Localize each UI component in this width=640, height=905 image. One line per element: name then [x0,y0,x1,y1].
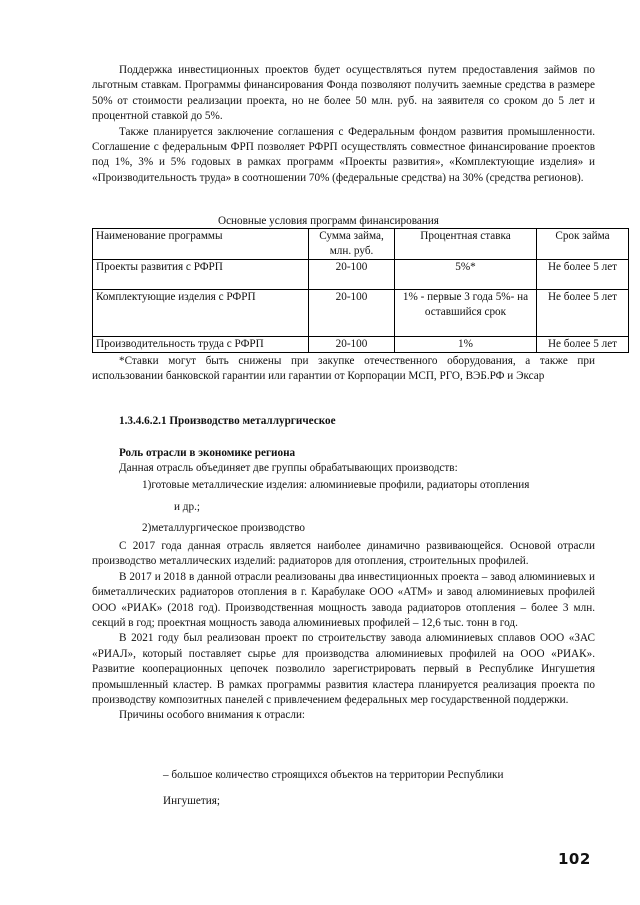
body-paragraph-4: В 2017 и 2018 в данной отрасли реализованы два инвестиционных проекта – завод алюминиевых и биметаллических радиаторов отопления в г. Карабулаке ООО «АТМ» и завод алюминиевых профилей ООО «РИАК» (2018 год). Производственная мощность завода радиаторов отопления – более 3 млн. секций в год; проектная мощность завода алюминиевых профилей – 12,6 тыс. тонн в год. [92,570,595,630]
body-block [92,539,595,724]
list-number: 2) [142,522,152,534]
table-row [93,290,629,337]
table-header-cell: Наименование программы [93,229,309,260]
table-row [93,260,629,290]
intro-paragraph-2: Также планируется заключение соглашения с Федеральным фондом развития промышленности. Соглашение с федеральным ФРП позволяет РФРП осуществлять совместное финансирование проектов под 1%, 3% и 5% годовых в рамках программ «Проекты развития», «Комплектующие изделия» и «Производительность труда» в соотношении 70% (федеральные средства) на 30% (средства регионов). [92,125,595,184]
table-cell: 5%* [395,260,537,290]
dash-list-item: – большое количество строящихся объектов на территории Республики [163,769,504,781]
page-number: 102 [558,850,591,868]
table-cell: 20-100 [309,260,395,290]
table-footnote-block [92,354,595,385]
table-header-cell: Срок займа [537,229,629,260]
table-cell: Производительность труда с РФРП [93,337,309,353]
list-item [142,521,305,536]
list-text: металлургическое производство [151,522,305,534]
table-cell: 1% - первые 3 года 5%- на оставшийся срок [395,290,537,337]
table-cell: Проекты развития с РФРП [93,260,309,290]
table-cell: Не более 5 лет [537,260,629,290]
table-header-cell: Процентная ставка [395,229,537,260]
financing-table [92,228,629,353]
intro-block [92,63,595,186]
table-cell: Не более 5 лет [537,290,629,337]
list-item [142,478,529,493]
reasons-lead: Причины особого внимания к отрасли: [119,709,306,722]
dash-list-item-continuation: Ингушетия; [163,795,220,807]
intro-paragraph-1: Поддержка инвестиционных проектов будет осуществляться путем предоставления займов по льготным ставкам. Программы финансирования Фонда позволяют получить заемные средства в размере 50% от стоимости реализации проекта, но не более 50 млн. руб. на заявителя со сроком до 5 лет и процентной ставкой до 5%. [92,64,595,123]
list-text: готовые металлические изделия: алюминиевые профили, радиаторы отопления [151,479,530,491]
table-row [93,337,629,353]
table-caption: Основные условия программ финансирования [218,215,439,227]
table-footnote: *Ставки могут быть снижены при закупке отечественного оборудования, а также при использовании банковской гарантии или гарантии от Корпорации МСП, РГО, ВЭБ.РФ и Эксар [92,355,595,383]
table-header-row [93,229,629,260]
body-paragraph-5: В 2021 году был реализован проект по строительству завода алюминиевых сплавов ООО «ЗАС «РИАЛ», который поставляет сырье для производства алюминиевых профилей на ООО «РИАК». Развитие кооперационных цепочек позволило зарегистрировать первый в Республике Ингушетия промышленный кластер. В рамках программы развития кластера планируется реализация проекта по производству композитных панелей с привлечением федеральных мер государственной поддержки. [92,632,595,707]
table-cell: Не более 5 лет [537,337,629,353]
list-item-continuation: и др.; [174,501,200,513]
table-cell: 20-100 [309,337,395,353]
list-number: 1) [142,479,152,491]
table-cell: Комплектующие изделия с РФРП [93,290,309,337]
body-paragraph-3: С 2017 года данная отрасль является наиболее динамично развивающейся. Основой отрасли производство металлических изделий: радиаторов для отопления, строительных профилей. [92,540,595,568]
section-lead: Данная отрасль объединяет две группы обрабатывающих производств: [119,462,458,474]
section-subheading: Роль отрасли в экономике региона [119,447,296,459]
table-cell: 20-100 [309,290,395,337]
section-heading: 1.3.4.6.2.1 Производство металлургическое [119,415,336,427]
table-header-cell: Сумма займа, млн. руб. [309,229,395,260]
table-cell: 1% [395,337,537,353]
